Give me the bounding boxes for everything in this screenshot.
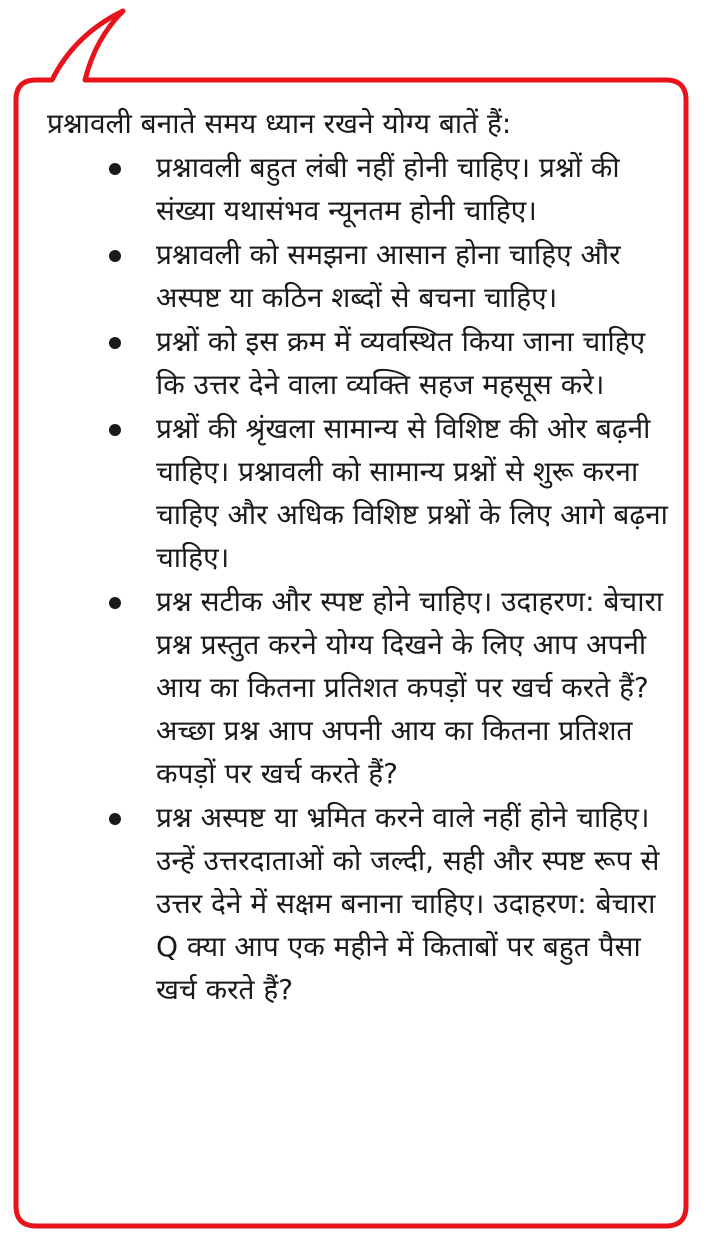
- bullet-dot: [109, 163, 121, 175]
- bullet-dot: [109, 813, 121, 825]
- bullet-item: [47, 146, 672, 232]
- bullet-text: प्रश्नों की श्रृंखला सामान्य से विशिष्ट की ओर बढ़नी चाहिए। प्रश्नावली को सामान्य प्रश्नों से शुरू करना चाहिए और अधिक विशिष्ट प्रश्नों के लिए आगे बढ़ना चाहिए।: [156, 412, 668, 574]
- bullet-dot: [109, 597, 121, 609]
- bullet-item: [47, 233, 672, 319]
- bullet-text: प्रश्नों को इस क्रम में व्यवस्थित किया जाना चाहिए कि उत्तर देने वाला व्यक्ति सहज महसूस करे।: [156, 325, 646, 401]
- content-area: [47, 104, 672, 1012]
- bullet-text: प्रश्नावली बहुत लंबी नहीं होनी चाहिए। प्रश्नों की संख्या यथासंभव न्यूनतम होनी चाहिए।: [156, 151, 620, 227]
- bullet-text: प्रश्न सटीक और स्पष्ट होने चाहिए। उदाहरण: बेचारा प्रश्न प्रस्तुत करने योग्य दिखने के लिए आप अपनी आय का कितना प्रतिशत कपड़ों पर खर्च करते हैं? अच्छा प्रश्न आप अपनी आय का कितना प्रतिशत कपड़ों पर खर्च करते हैं?: [156, 585, 664, 790]
- bullet-text: प्रश्न अस्पष्ट या भ्रमित करने वाले नहीं होने चाहिए। उन्हें उत्तरदाताओं को जल्दी, सही और स्पष्ट रूप से उत्तर देने में सक्षम बनाना चाहिए। उदाहरण: बेचारा Q क्या आप एक महीने में किताबों पर बहुत पैसा खर्च करते हैं?: [156, 801, 660, 1006]
- bullet-item: [47, 796, 672, 1011]
- bullet-dot: [109, 337, 121, 349]
- bullet-item: [47, 320, 672, 406]
- bullet-item: [47, 407, 672, 579]
- bullet-dot: [109, 424, 121, 436]
- bullet-list: [47, 146, 672, 1011]
- intro-heading: प्रश्नावली बनाते समय ध्यान रखने योग्य बातें हैं:: [47, 107, 512, 140]
- bullet-item: [47, 580, 672, 795]
- bullet-dot: [109, 250, 121, 262]
- bullet-text: प्रश्नावली को समझना आसान होना चाहिए और अस्पष्ट या कठिन शब्दों से बचना चाहिए।: [156, 238, 621, 314]
